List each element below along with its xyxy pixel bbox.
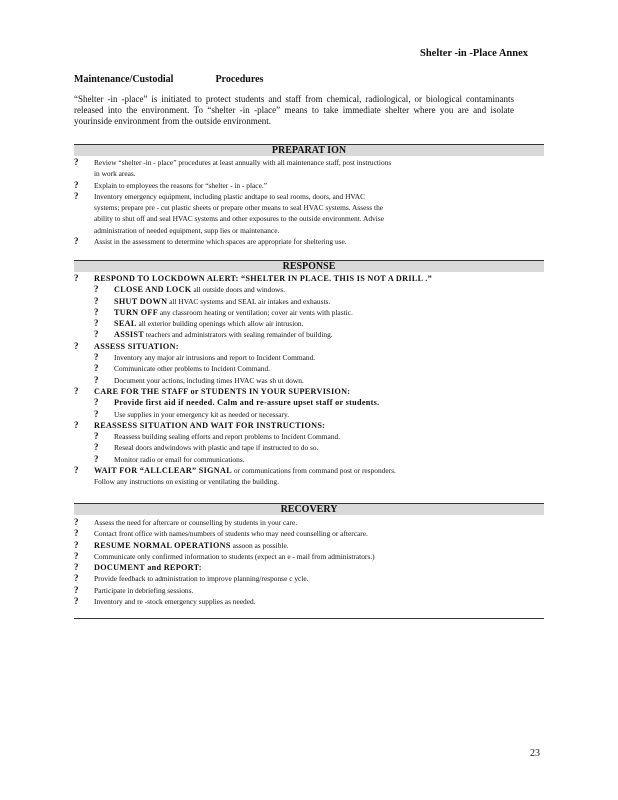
item-bold-text: DOCUMENT and REPORT: bbox=[94, 563, 202, 573]
list-item bbox=[74, 409, 544, 420]
bullet-icon: ? bbox=[94, 306, 99, 317]
list-item bbox=[74, 236, 544, 247]
item-bold-text: ASSIST bbox=[114, 330, 145, 340]
item-bold-text: SEAL bbox=[114, 319, 137, 329]
item-text: Contact front office with names/numbers of students who may need counselling or aftercare. bbox=[94, 529, 368, 539]
list-item bbox=[74, 318, 544, 329]
item-bold-text: RESPOND TO LOCKDOWN ALERT: “SHELTER IN PLACE. THIS IS NOT A DRILL .” bbox=[94, 274, 432, 283]
response-bar: RESPONSE bbox=[74, 260, 544, 272]
bullet-icon: ? bbox=[94, 453, 99, 464]
bullet-icon: ? bbox=[74, 550, 79, 561]
item-text: administration of needed equipment, supp lies or maintenance. bbox=[94, 225, 280, 235]
bullet-icon: ? bbox=[74, 340, 79, 351]
bullet-icon: ? bbox=[74, 157, 79, 167]
recovery-bar: RECOVERY bbox=[74, 503, 544, 515]
item-bold-text: SHUT DOWN bbox=[114, 296, 168, 306]
list-item bbox=[74, 180, 544, 191]
bullet-icon: ? bbox=[74, 385, 79, 396]
item-text: assoon as possible. bbox=[232, 540, 289, 550]
item-text: Provide feedback to administration to improve planning/response c ycle. bbox=[94, 574, 309, 584]
item-bold-text: TURN OFF bbox=[114, 307, 159, 317]
item-text: systems; prepare pre - cut plastic sheets or prepare other means to seal HVAC systems. Assess the bbox=[94, 203, 384, 213]
list-item bbox=[74, 454, 544, 465]
bottom-rule bbox=[74, 618, 544, 619]
item-bold-text: WAIT FOR “ALLCLEAR” SIGNAL bbox=[94, 466, 232, 476]
page-header: Shelter -in -Place Annex bbox=[420, 48, 529, 59]
bullet-icon: ? bbox=[94, 442, 99, 453]
bullet-icon: ? bbox=[94, 295, 99, 306]
bullet-icon: ? bbox=[94, 397, 99, 408]
list-item bbox=[74, 420, 544, 431]
list-item bbox=[74, 551, 544, 562]
bullet-icon: ? bbox=[74, 419, 79, 430]
item-text: Assist in the assessment to determine which spaces are appropriate for sheltering use. bbox=[94, 237, 347, 247]
list-item bbox=[74, 528, 544, 539]
bullet-icon: ? bbox=[74, 517, 79, 527]
list-item bbox=[74, 386, 544, 397]
item-text: teachers and administrators with sealing remainder of building. bbox=[145, 330, 333, 340]
list-item bbox=[74, 375, 544, 386]
item-text: Monitor radio or email for communications. bbox=[114, 454, 245, 464]
recovery-list bbox=[74, 517, 544, 607]
item-text: in work areas. bbox=[94, 169, 136, 179]
item-bold-text: CARE FOR THE STAFF or STUDENTS IN YOUR SUPERVISION: bbox=[94, 386, 351, 396]
item-bold-text: ASSESS SITUATION: bbox=[94, 341, 179, 351]
item-text: Document your actions, including times HVAC was sh ut down. bbox=[114, 375, 304, 385]
bullet-icon: ? bbox=[94, 284, 99, 295]
item-bold-text: REASSESS SITUATION AND WAIT FOR INSTRUCTIONS: bbox=[94, 420, 326, 430]
heading-left: Maintenance/Custodial bbox=[74, 74, 174, 85]
bullet-icon: ? bbox=[74, 179, 79, 190]
preparation-bar: PREPARAT ION bbox=[74, 144, 544, 156]
item-text: Communicate other problems to Incident Command. bbox=[114, 364, 270, 374]
bullet-icon: ? bbox=[74, 528, 79, 539]
bullet-icon: ? bbox=[94, 352, 99, 363]
list-item bbox=[74, 341, 544, 352]
bullet-icon: ? bbox=[74, 190, 79, 201]
list-item bbox=[74, 202, 544, 213]
item-text: Explain to employees the reasons for “shelter - in - place.” bbox=[94, 180, 267, 190]
item-bold-text: CLOSE AND LOCK bbox=[114, 285, 192, 295]
list-item bbox=[74, 307, 544, 318]
item-text: Review “shelter -in - place” procedures at least annually with all maintenance staff, post instructions bbox=[94, 158, 392, 167]
list-item bbox=[74, 431, 544, 442]
bullet-icon: ? bbox=[74, 236, 79, 247]
item-text: Follow any instructions on existing or ventilating the building. bbox=[94, 477, 279, 487]
list-item bbox=[74, 363, 544, 374]
item-bold-text: RESUME NORMAL OPERATIONS bbox=[94, 540, 231, 550]
item-text: or communications from command post or responders. bbox=[233, 466, 396, 476]
bullet-icon: ? bbox=[94, 408, 99, 419]
list-item bbox=[74, 213, 544, 224]
bullet-icon: ? bbox=[74, 562, 79, 573]
response-list bbox=[74, 273, 544, 488]
list-item bbox=[74, 225, 544, 236]
bullet-icon: ? bbox=[94, 329, 99, 340]
list-item bbox=[74, 329, 544, 340]
bullet-icon: ? bbox=[74, 573, 79, 584]
item-text: Use supplies in your emergency kit as needed or necessary. bbox=[114, 409, 290, 419]
list-item bbox=[74, 296, 544, 307]
bullet-icon: ? bbox=[94, 374, 99, 385]
bullet-icon: ? bbox=[94, 318, 99, 329]
bullet-icon: ? bbox=[74, 596, 79, 607]
bullet-icon: ? bbox=[74, 539, 79, 550]
section-heading bbox=[74, 74, 263, 85]
list-item bbox=[74, 596, 544, 607]
bullet-icon: ? bbox=[94, 431, 99, 442]
list-item bbox=[74, 585, 544, 596]
item-text: any classroom heating or ventilation; cover air vents with plastic. bbox=[159, 307, 353, 317]
item-bold-text: Provide first aid if needed. Calm and re-assure upset staff or students. bbox=[114, 398, 380, 408]
bullet-icon: ? bbox=[74, 273, 79, 283]
list-item bbox=[74, 573, 544, 584]
heading-right: Procedures bbox=[215, 74, 264, 85]
item-text: Inventory emergency equipment, including plastic andtape to seal rooms, doors, and HVAC bbox=[94, 191, 366, 201]
item-text: all HVAC systems and SEAL air intakes and exhausts. bbox=[169, 296, 331, 306]
item-text: Reseal doors andwindows with plastic and tape if instructed to do so. bbox=[114, 443, 319, 453]
list-item bbox=[74, 476, 544, 487]
bullet-icon: ? bbox=[74, 465, 79, 476]
intro-paragraph: “Shelter -in -place” is initiated to protect students and staff from chemical, radiological, or biological contaminants released into the environment. To “shelter -in -place” means to take immediate shelter where you are and isolate yourinside environment from the outside environment. bbox=[74, 94, 514, 126]
preparation-list bbox=[74, 157, 544, 247]
bullet-icon: ? bbox=[74, 584, 79, 595]
list-item bbox=[74, 168, 544, 179]
page-number: 23 bbox=[530, 748, 540, 759]
list-item bbox=[74, 191, 544, 202]
item-text: Participate in debriefing sessions. bbox=[94, 585, 194, 595]
list-item bbox=[74, 442, 544, 453]
list-item bbox=[74, 157, 544, 168]
item-text: Reassess building sealing efforts and report problems to Incident Command. bbox=[114, 432, 341, 442]
list-item bbox=[74, 562, 544, 573]
item-text: ability to shut off and seal HVAC systems and other exposures to the outside environment. Advise bbox=[94, 214, 384, 224]
list-item bbox=[74, 284, 544, 295]
item-text: Assess the need for aftercare or counselling by students in your care. bbox=[94, 518, 298, 527]
item-text: all outside doors and windows. bbox=[193, 285, 286, 295]
item-text: Communicate only confirmed information to students (expect an e - mail from administrators.) bbox=[94, 551, 375, 561]
list-item bbox=[74, 465, 544, 476]
item-text: Inventory and re -stock emergency supplies as needed. bbox=[94, 597, 256, 607]
list-item bbox=[74, 397, 544, 408]
item-text: all exterior building openings which allow air intrusion. bbox=[138, 319, 304, 329]
list-item bbox=[74, 517, 544, 528]
list-item bbox=[74, 540, 544, 551]
item-text: Inventory any major air intrusions and report to Incident Command. bbox=[114, 353, 316, 363]
bullet-icon: ? bbox=[94, 363, 99, 374]
list-item bbox=[74, 352, 544, 363]
list-item bbox=[74, 273, 544, 284]
